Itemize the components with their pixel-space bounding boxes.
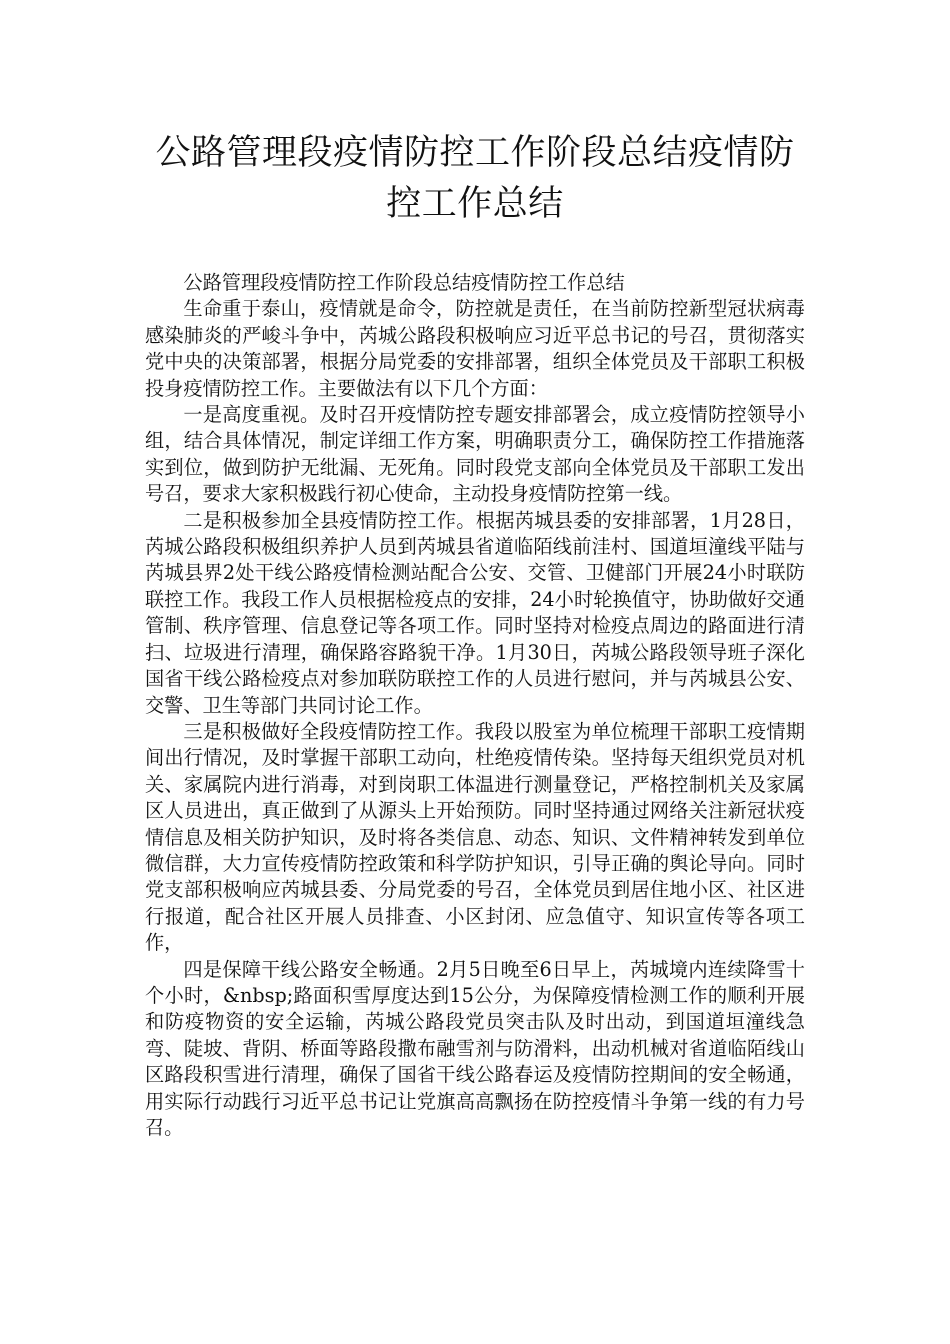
document-title-line-1: 公路管理段疫情防控工作阶段总结疫情防 [155,133,795,173]
point-three-paragraph: 三是积极做好全段疫情防控工作。我段以股室为单位梳理干部职工疫情期间出行情况，及时掌握干部职工动向，杜绝疫情传染。坚持每天组织党员对机关、家属院内进行消毒，对到岗职工体温进行测量登记，严格控制机关及家属区人员进出，真正做到了从源头上开始预防。同时坚持通过网络关注新冠状疫情信息及相关防护知识，及时将各类信息、动态、知识、文件精神转发到单位微信群，大力宣传疫情防控政策和科学防护知识，引导正确的舆论导向。同时党支部积极响应芮城县委、分局党委的号召，全体党员到居住地小区、社区进行报道，配合社区开展人员排查、小区封闭、应急值守、知识宣传等各项工作， [145,719,805,955]
document-title-line-2: 控工作总结 [386,184,564,224]
intro-paragraph: 生命重于泰山，疫情就是命令，防控就是责任，在当前防控新型冠状病毒感染肺炎的严峻斗争中，芮城公路段积极响应习近平总书记的号召，贯彻落实党中央的决策部署，根据分局党委的安排部署，组织全体党员及干部职工积极投身疫情防控工作。主要做法有以下几个方面： [145,297,805,400]
document-subtitle-paragraph: 公路管理段疫情防控工作阶段总结疫情防控工作总结 [183,271,625,294]
point-one-paragraph: 一是高度重视。及时召开疫情防控专题安排部署会，成立疫情防控领导小组，结合具体情况，制定详细工作方案，明确职责分工，确保防控工作措施落实到位，做到防护无纰漏、无死角。同时段党支部向全体党员及干部职工发出号召，要求大家积极践行初心使命，主动投身疫情防控第一线。 [145,403,805,506]
point-four-paragraph: 四是保障干线公路安全畅通。2月5日晚至6日早上，芮城境内连续降雪十个小时，&nbsp;路面积雪厚度达到15公分，为保障疫情检测工作的顺利开展和防疫物资的安全运输，芮城公路段党员突击队及时出动，到国道垣潼线急弯、陡坡、背阴、桥面等路段撒布融雪剂与防滑料，出动机械对省道临陌线山区路段积雪进行清理，确保了国省干线公路春运及疫情防控期间的安全畅通，用实际行动践行习近平总书记让党旗高高飘扬在防控疫情斗争第一线的有力号召。 [145,957,805,1139]
document-title [100,128,850,230]
document-body [145,270,805,1141]
point-two-paragraph: 二是积极参加全县疫情防控工作。根据芮城县委的安排部署，1月28日，芮城公路段积极组织养护人员到芮城县省道临陌线前洼村、国道垣潼线平陆与芮城县界2处干线公路疫情检测站配合公安、交管、卫健部门开展24小时联防联控工作。我段工作人员根据检疫点的安排，24小时轮换值守，协助做好交通管制、秩序管理、信息登记等各项工作。同时坚持对检疫点周边的路面进行清扫、垃圾进行清理，确保路容路貌干净。1月30日，芮城公路段领导班子深化国省干线公路检疫点对参加联防联控工作的人员进行慰问，并与芮城县公安、交警、卫生等部门共同讨论工作。 [145,508,805,717]
